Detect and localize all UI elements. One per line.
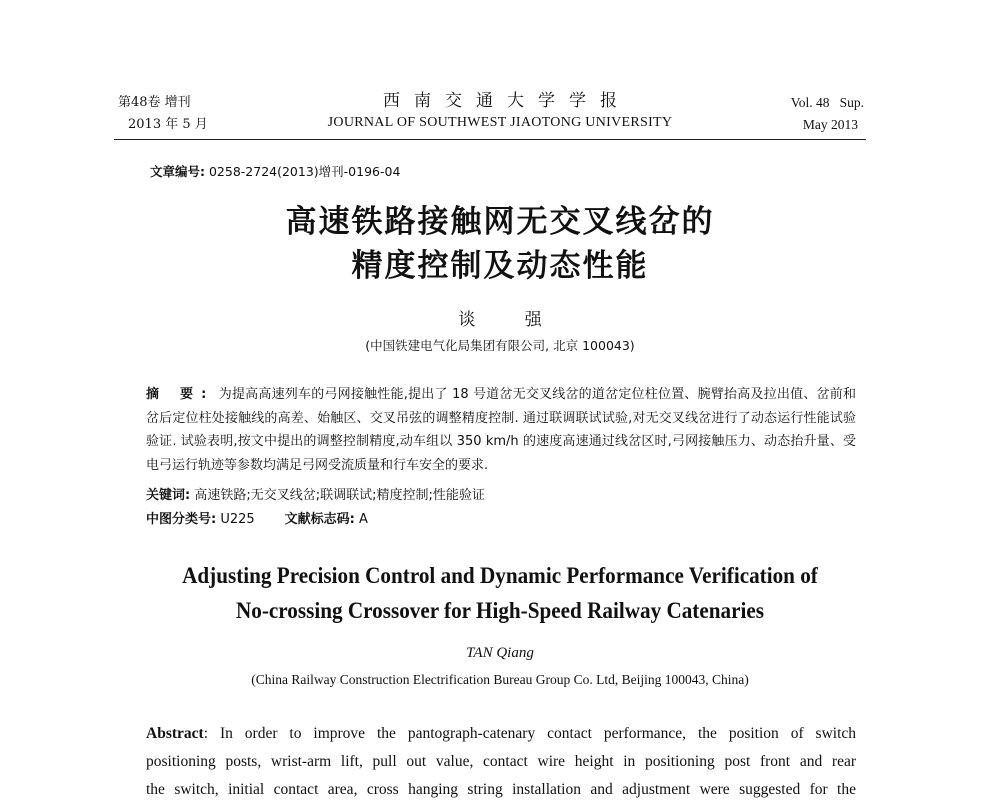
header-volume-info-en: [760, 92, 864, 136]
abstract-en-separator: :: [203, 725, 220, 742]
classification: [146, 509, 856, 531]
clc-label: 中图分类号:: [146, 512, 217, 527]
keywords-cn: [146, 485, 856, 507]
title-en: [150, 558, 849, 628]
article-number-label: 文章编号:: [150, 164, 205, 179]
date-cn: 2013 年 5 月: [128, 117, 208, 132]
author-cn: 谈 强: [458, 310, 564, 330]
volume-cn: 第48卷 增刊: [118, 95, 191, 110]
journal-name-cn: 西南交通大学学报: [383, 91, 631, 111]
abstract-cn-text: 为提高高速列车的弓网接触性能,提出了 18 号道岔无交叉线岔的道岔定位柱位置、腕臂抬高及拉出值、岔前和岔后定位柱处接触线的高差、始触区、交叉吊弦的调整精度控制. 通过联调联试试验,对无交叉线岔进行了动态运行性能试验验证. 试验表明,按文中提出的调整控制精度,动车组以 350 km/h 的速度高速通过线岔区时,弓网接触压力、动态抬升量、受电弓运行轨迹等参数均满足弓网受流质量和行车安全的要求.: [146, 387, 856, 473]
affiliation-en: (China Railway Construction Electrification Bureau Group Co. Ltd, Beijing 100043, China): [251, 672, 749, 687]
title-en-line2: No-crossing Crossover for High-Speed Railway Catenaries: [235, 598, 764, 623]
article-number-value: 0258-2724(2013)增刊-0196-04: [205, 164, 401, 179]
header-divider: [114, 139, 866, 140]
doc-code-value: A: [354, 512, 368, 527]
keywords-cn-text: 高速铁路;无交叉线岔;联调联试;精度控制;性能验证: [190, 488, 485, 503]
abstract-en-text-1: In order to improve the pantograph-catenary contact performance, the position of switch: [219, 725, 857, 742]
doc-code-label: 文献标志码:: [284, 512, 355, 527]
keywords-cn-label: 关键词:: [146, 488, 191, 503]
title-en-line1: Adjusting Precision Control and Dynamic Performance Verification of: [182, 563, 818, 588]
abstract-en-label: Abstract: [146, 725, 204, 742]
abstract-en-line3: the switch, initial contact area, cross hanging string installation and adjustment were suggested for the: [146, 781, 856, 798]
abstract-cn-label: 摘 要:: [146, 387, 215, 402]
abstract-en: [146, 720, 856, 804]
clc-value: U225: [216, 512, 255, 527]
journal-name-en: JOURNAL OF SOUTHWEST JIAOTONG UNIVERSITY: [327, 115, 673, 130]
article-number: [150, 162, 400, 180]
affiliation-cn: (中国铁建电气化局集团有限公司, 北京 100043): [365, 338, 635, 353]
title-cn-line1: 高速铁路接触网无交叉线岔的: [285, 204, 715, 240]
abstract-en-line2: positioning posts, wrist-arm lift, pull out value, contact wire height in positioning post front and rear: [146, 753, 856, 770]
abstract-en-line1: [146, 720, 856, 748]
abstract-cn: [146, 383, 856, 477]
header-volume-info: [118, 92, 208, 136]
title-cn: [200, 200, 800, 288]
title-cn-line2: 精度控制及动态性能: [351, 248, 649, 284]
date-en: May 2013: [802, 117, 858, 132]
volume-en: Vol. 48 Sup.: [790, 95, 864, 110]
journal-name: [290, 89, 710, 133]
author-en: TAN Qiang: [466, 645, 534, 661]
